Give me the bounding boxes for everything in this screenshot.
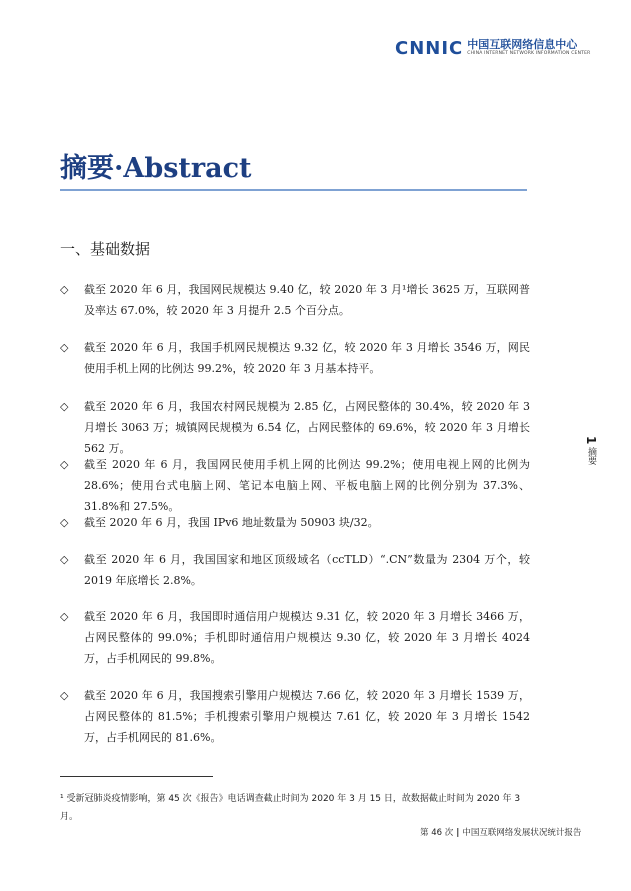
bullet-item xyxy=(60,549,530,591)
diamond-bullet-icon: ◇ xyxy=(60,516,69,529)
title-divider xyxy=(60,189,527,191)
cnnic-logo xyxy=(395,36,590,60)
bullet-item xyxy=(60,279,530,321)
page-title: 摘要·Abstract xyxy=(60,153,252,184)
bullet-text: 截至 2020 年 6 月，我国搜索引擎用户规模达 7.66 亿，较 2020 年 3 月增长 1539 万，占网民整体的 81.5%；手机搜索引擎用户规模达 7.61 亿，较 2020 年 3 月增长 1542 万，占手机网民的 81.6%。 xyxy=(84,689,530,744)
diamond-bullet-icon: ◇ xyxy=(60,553,69,566)
bullet-text: 截至 2020 年 6 月，我国网民规模达 9.40 亿，较 2020 年 3 月¹增长 3625 万，互联网普及率达 67.0%，较 2020 年 3 月提升 2.5 个百分点。 xyxy=(84,283,530,317)
bullet-text: 截至 2020 年 6 月，我国国家和地区顶级域名（ccTLD）“.CN”数量为 2304 万个，较 2019 年底增长 2.8%。 xyxy=(84,553,530,587)
page-footer xyxy=(420,826,581,838)
chapter-side-tab xyxy=(584,436,598,465)
bullet-item xyxy=(60,396,530,459)
bullet-text: 截至 2020 年 6 月，我国手机网民规模达 9.32 亿，较 2020 年 3 月增长 3546 万，网民使用手机上网的比例达 99.2%，较 2020 年 3 月基本持平。 xyxy=(84,341,530,375)
logo-english-name: CHINA INTERNET NETWORK INFORMATION CENTER xyxy=(467,51,591,56)
bullet-item xyxy=(60,606,530,669)
bullet-text: 截至 2020 年 6 月，我国网民使用手机上网的比例达 99.2%；使用电视上网的比例为 28.6%；使用台式电脑上网、笔记本电脑上网、平板电脑上网的比例分别为 37.3%、31.8%和 27.5%。 xyxy=(84,458,530,513)
footer-report-name: 中国互联网络发展状况统计报告 xyxy=(462,828,582,838)
section-heading: 一、基础数据 xyxy=(60,240,151,258)
bullet-item xyxy=(60,337,530,379)
diamond-bullet-icon: ◇ xyxy=(60,400,69,413)
diamond-bullet-icon: ◇ xyxy=(60,458,69,471)
bullet-text: 截至 2020 年 6 月，我国 IPv6 地址数量为 50903 块/32。 xyxy=(84,516,379,529)
logo-chinese-name: 中国互联网络信息中心 xyxy=(467,38,578,51)
logo-text xyxy=(467,39,590,57)
logo-mark: CNNIC xyxy=(395,37,464,59)
bullet-text: 截至 2020 年 6 月，我国农村网民规模为 2.85 亿，占网民整体的 30.4%，较 2020 年 3 月增长 3063 万；城镇网民规模为 6.54 亿，占网民整体的 69.6%，较 2020 年 3 月增长 562 万。 xyxy=(84,400,530,455)
bullet-text: 截至 2020 年 6 月，我国即时通信用户规模达 9.31 亿，较 2020 年 3 月增长 3466 万，占网民整体的 99.0%；手机即时通信用户规模达 9.30 亿，较 2020 年 3 月增长 4024 万，占手机网民的 99.8%。 xyxy=(84,610,530,665)
diamond-bullet-icon: ◇ xyxy=(60,610,69,623)
footnote: ¹ 受新冠肺炎疫情影响，第 45 次《报告》电话调查截止时间为 2020 年 3 月 15 日，故数据截止时间为 2020 年 3 月。 xyxy=(60,794,521,822)
bullet-item xyxy=(60,685,530,748)
bullet-item xyxy=(60,454,530,517)
chapter-number: 1 xyxy=(584,436,598,445)
footnote-divider xyxy=(60,776,213,777)
diamond-bullet-icon: ◇ xyxy=(60,283,69,296)
bullet-item xyxy=(60,512,530,533)
footer-edition: 第 46 次 xyxy=(420,828,454,838)
chapter-label: 摘要 xyxy=(586,447,596,466)
diamond-bullet-icon: ◇ xyxy=(60,341,69,354)
footer-separator: | xyxy=(456,828,460,838)
diamond-bullet-icon: ◇ xyxy=(60,689,69,702)
